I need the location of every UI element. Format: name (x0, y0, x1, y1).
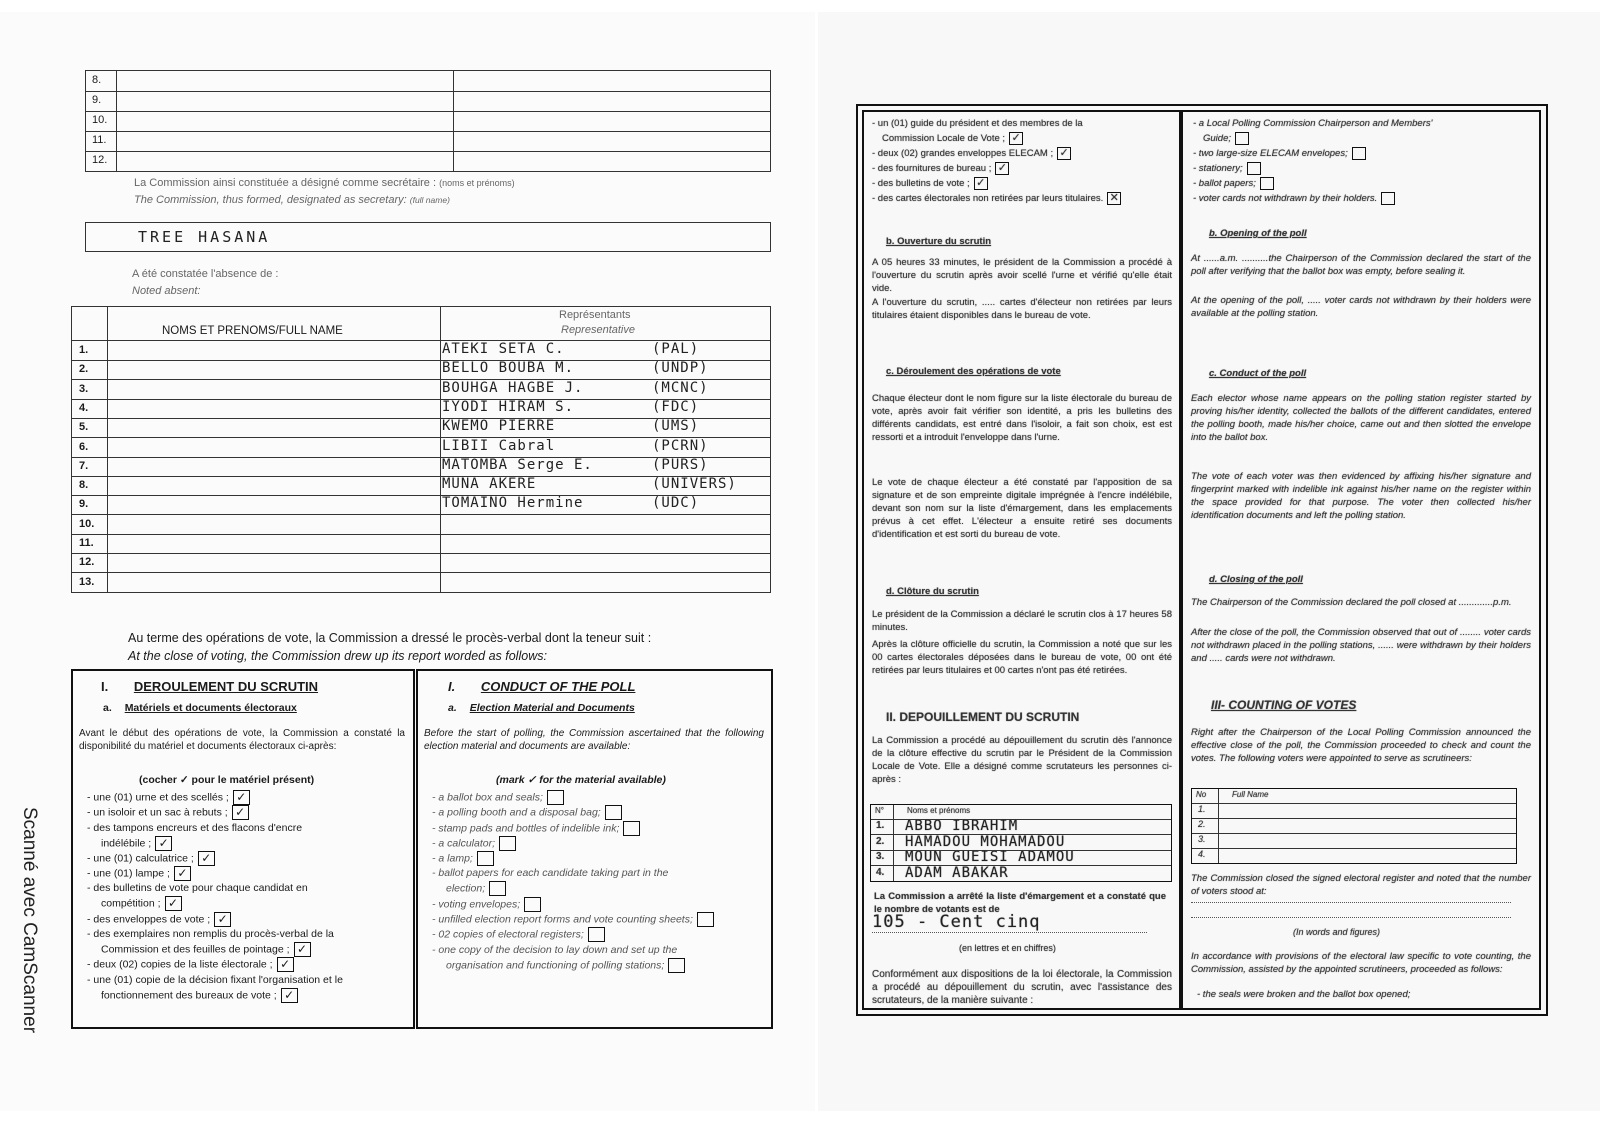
closing-para2-en: After the close of the poll, the Commission observed that out of ........ voter cards not withdrawn placed in the polling stations, ...... were withdrawn by their holders and ..... cards were not withdrawn. (1191, 627, 1531, 664)
representative-name: BOUHGA HAGBE J. (442, 379, 584, 396)
checkbox[interactable]: ✓ (233, 790, 250, 805)
row-number: 1. (79, 344, 89, 356)
col-header-name: NOMS ET PRENOMS/FULL NAME (162, 325, 343, 337)
representative-name: MATOMBA Serge E. (442, 456, 593, 473)
checkbox[interactable]: ✓ (974, 177, 988, 190)
closing-para2-fr: Après la clôture officielle du scrutin, la Commission a noté que sur les 00 cartes électorales déposées dans le bureau de vote, 00 ont été retirées par leurs titulaires et 00 cartes n'ont pas été retirées. (872, 639, 1172, 676)
table-row (72, 360, 770, 380)
item-label: - une (01) urne et des scellés ; (87, 791, 229, 804)
conduct-para2-fr: Le vote de chaque électeur a été constaté par l'apposition de sa signature et de son empreinte digitale imprégnée à l'encre indélébile, devant son nom sur la liste d'émargement, dans les emplacements prévus à cet effet. L'électeur a ensuite retiré ses documents d'identification et est sorti du bureau de vote. (872, 477, 1172, 540)
item-label: - 02 copies of electoral registers; (432, 928, 584, 941)
party-label: (UNIVERS) (652, 476, 737, 493)
secretary-name: TREE HASANA (138, 228, 271, 246)
item-label: - un (01) guide du président et des membres de la (872, 118, 1083, 129)
opening-para2-en: At the opening of the poll, ..... voter cards not withdrawn by their holders were available at the polling station. (1191, 295, 1531, 319)
party-label: (PAL) (652, 341, 700, 357)
table-row (72, 573, 770, 592)
en-column (1181, 110, 1541, 1010)
scrut-col-name: Noms et prénoms (907, 806, 971, 815)
representatives-table (71, 306, 771, 593)
row-number: 3. (79, 382, 89, 395)
item-label: compétition ; (101, 897, 161, 910)
item-label: - des exemplaires non remplis du procès-verbal de la (87, 927, 334, 940)
item-label: organisation and functioning of polling stations; (446, 958, 665, 971)
closing-counting-fr: Conformément aux dispositions de la loi électorale, la Commission a procédé au dépouillement du scrutin, avec l'assistance des scrutateurs, de la manière suivante : (872, 969, 1172, 1006)
representative-name: BELLO BOUBA M. (442, 360, 575, 377)
party-label: (UMS) (652, 418, 700, 435)
item-label: - ballot papers; (1193, 178, 1256, 189)
checkbox[interactable]: ✓ (155, 836, 172, 851)
checklist-item (1193, 116, 1533, 131)
party-label: (UDC) (652, 495, 700, 512)
checkbox[interactable] (524, 897, 541, 912)
row-number: 11. (92, 134, 107, 146)
counting-para-fr: La Commission a procédé au dépouillement du scrutin dès l'annonce de la clôture effective du scrutin par le Président de la Commission Locale de Vote. Elle a désigné comme scrutateurs les personnes ci-après : (872, 735, 1172, 785)
checklist-item (872, 131, 1172, 146)
opening-title-en: b. Opening of the poll (1209, 228, 1307, 239)
item-label: - des cartes électorales non retirées par leurs titulaires. (872, 193, 1104, 204)
table-row (1192, 848, 1516, 863)
absence-label-fr: A été constatée l'absence de : (132, 268, 279, 280)
row-number: 11. (79, 537, 94, 549)
counting-title-en: III- COUNTING OF VOTES (1211, 698, 1357, 712)
item-label: - voter cards not withdrawn by their holders. (1193, 193, 1378, 204)
counting-title-fr: II. DEPOUILLEMENT DU SCRUTIN (886, 710, 1080, 724)
voters-value: 105 - Cent cinq (872, 912, 1147, 933)
checkbox[interactable] (1260, 177, 1274, 190)
item-label: - stationery; (1193, 163, 1243, 174)
party-label: (FDC) (652, 398, 700, 415)
row-number: 1. (1198, 804, 1206, 814)
fr-intro: Avant le début des opérations de vote, la Commission a constaté la disponibilité du matériel et documents électoraux ci-après: (79, 728, 405, 752)
closing-para1-fr: Le président de la Commission a déclaré le scrutin clos à 17 heures 58 minutes. (872, 609, 1172, 633)
row-number: 9. (79, 498, 89, 511)
scrutineer-name: MOUN GUEISI ADAMOU (905, 849, 1075, 865)
checklist-item (432, 927, 766, 942)
item-label: - one copy of the decision to lay down and set up the (432, 943, 678, 956)
opening-para1-en: At ......a.m. ..........the Chairperson of the Commission declared the start of the poll after verifying that the ballot box was empty, before sealing it. (1191, 253, 1531, 277)
checklist-item (432, 836, 766, 851)
item-label: - unfilled election report forms and vote counting sheets; (432, 913, 693, 926)
secretary-note-en: (full name) (409, 195, 450, 205)
checkbox[interactable] (623, 821, 640, 836)
checklist-item (87, 836, 407, 851)
row-number: 13. (79, 575, 95, 588)
voters-note-fr: (en lettres et en chiffres) (959, 943, 1056, 953)
item-label: - stamp pads and bottles of indelible ink; (432, 821, 620, 834)
checkbox[interactable]: ✓ (294, 942, 311, 957)
checkbox[interactable]: ✓ (277, 957, 294, 972)
checklist-item (87, 988, 407, 1003)
voters-count-fr: La Commission a arrêté la liste d'émargement et a constaté que le nombre de votants est de (874, 891, 1166, 915)
item-label: - voting envelopes; (432, 897, 521, 910)
checklist-item (1193, 176, 1533, 191)
opening-para2-fr: A l'ouverture du scrutin, ..... cartes d'électeur non retirées par leurs titulaires étaient disponibles dans le bureau de vote. (872, 297, 1172, 321)
en-subtitle: Election Material and Documents (469, 702, 635, 714)
closing-title-en: d. Closing of the poll (1209, 574, 1303, 585)
checklist-item (1193, 161, 1533, 176)
item-label: Commission et des feuilles de pointage ; (101, 943, 290, 956)
item-label: indélébile ; (101, 836, 152, 849)
report-intro-fr: Au terme des opérations de vote, la Commission a dressé le procès-verbal dont la teneur suit : (128, 631, 652, 645)
checklist-item (87, 851, 407, 866)
checkbox[interactable] (1247, 162, 1261, 175)
table-row (72, 341, 770, 361)
left-page (0, 12, 815, 1111)
checkbox[interactable] (499, 836, 516, 851)
checklist-item (872, 176, 1172, 191)
right-outer-frame (856, 104, 1548, 1016)
checklist-item (432, 851, 766, 866)
checklist-item (432, 912, 766, 927)
party-label: (UNDP) (652, 360, 709, 377)
checklist-item (87, 881, 407, 896)
fr-column (862, 110, 1181, 1010)
col-header-rep-en: Representative (561, 324, 635, 336)
item-label: - a Local Polling Commission Chairperson and Members' (1193, 118, 1433, 129)
row-number: 4. (79, 401, 89, 414)
closing-para1-en: The Chairperson of the Commission declared the poll closed at .............p.m. (1191, 597, 1512, 608)
checklist-item (432, 958, 766, 973)
checklist-item (432, 881, 766, 896)
checkbox[interactable] (588, 927, 605, 942)
checkbox[interactable]: ✓ (198, 851, 215, 866)
checklist-item (87, 942, 407, 957)
checkbox[interactable]: ✓ (995, 162, 1009, 175)
checkbox[interactable] (605, 805, 622, 820)
accordance-para-en: In accordance with provisions of the electoral law specific to vote counting, the Commission, assisted by the appointed scrutineers, proceeded as follows: (1191, 951, 1531, 975)
item-label: - des enveloppes de vote ; (87, 912, 211, 925)
checkbox[interactable]: ✓ (1009, 132, 1023, 145)
checklist-item (432, 790, 766, 805)
voters-line-en-2 (1191, 917, 1511, 918)
item-label: - ballot papers for each candidate taking part in the (432, 867, 669, 880)
checklist-item (87, 912, 407, 927)
row-number: 4. (876, 866, 885, 878)
en-instruction: (mark ✓ for the material available) (496, 774, 666, 786)
item-label: - des tampons encreurs et des flacons d'encre (87, 821, 303, 834)
checklist-item (872, 161, 1172, 176)
representative-name: MUNA AKERE (442, 476, 537, 493)
checkbox[interactable] (477, 851, 494, 866)
table-row (72, 457, 770, 477)
checkbox[interactable]: ✓ (165, 896, 182, 911)
scrut-col-name-en: Full Name (1232, 790, 1269, 799)
secretary-label-en: The Commission, thus formed, designated as secretary: (full name) (134, 194, 450, 206)
checklist-item (1193, 131, 1533, 146)
table-row (72, 553, 770, 573)
item-label: - a ballot box and seals; (432, 791, 543, 804)
checklist-item (432, 943, 766, 958)
counting-para-en: Right after the Chairperson of the Local Polling Commission announced the effective close of the poll, the Commission proceeded to check and count the votes. The following voters were appointed to serve as scrutineers: (1191, 727, 1531, 764)
scrutineer-name: ADAM ABAKAR (905, 864, 1009, 881)
row-number: 4. (1198, 849, 1206, 859)
checklist-item (87, 805, 407, 820)
row-number: 5. (79, 421, 89, 434)
party-label: (PURS) (652, 456, 709, 473)
checkbox[interactable] (489, 881, 506, 896)
checklist-item (432, 897, 766, 912)
scrutineer-name: ABBO IBRAHIM (905, 818, 1019, 834)
checkbox[interactable]: ✓ (214, 912, 231, 927)
checklist-item (872, 191, 1172, 206)
row-number: 1. (876, 820, 885, 831)
row-number: 10. (92, 114, 108, 126)
table-row (72, 476, 770, 496)
row-number: 6. (79, 440, 89, 453)
item-label: - une (01) lampe ; (87, 867, 170, 880)
table-row (1192, 833, 1516, 849)
table-row (72, 380, 770, 400)
party-label: (PCRN) (652, 437, 709, 454)
checkbox[interactable] (668, 958, 685, 973)
row-number: 10. (79, 517, 95, 530)
col-header-rep-fr: Représentants (559, 309, 631, 321)
checklist-item (87, 866, 407, 881)
checklist-item (432, 805, 766, 820)
checklist-item (432, 866, 766, 881)
table-row (72, 418, 770, 438)
row-number: 2. (79, 363, 89, 376)
conduct-title-en: c. Conduct of the poll (1209, 368, 1307, 379)
checkbox[interactable] (697, 912, 714, 927)
checklist-item (87, 957, 407, 972)
seals-item-en: - the seals were broken and the ballot box opened; (1197, 989, 1411, 1000)
item-label: election; (446, 882, 486, 895)
item-label: - un isoloir et un sac à rebuts ; (87, 806, 228, 819)
en-section-title: CONDUCT OF THE POLL (480, 679, 636, 694)
row-number: 2. (876, 835, 885, 847)
scrutineers-table-en (1191, 788, 1517, 864)
representative-name: KWEMO PIERRE (442, 418, 556, 435)
scrut-col-no: N° (875, 806, 884, 815)
row-number: 8. (79, 479, 89, 492)
row-number: 3. (876, 851, 885, 862)
item-label: - une (01) calculatrice ; (87, 852, 194, 865)
opening-title-fr: b. Ouverture du scrutin (886, 236, 992, 247)
table-row (72, 495, 770, 515)
sub-letter: a. (103, 702, 112, 714)
secretary-name-field (85, 222, 771, 252)
table-row (72, 515, 770, 535)
table-row (72, 534, 770, 554)
fr-section-title: DEROULEMENT DU SCRUTIN (133, 679, 319, 694)
absence-label-en: Noted absent: (132, 285, 201, 297)
party-label: (MCNC) (652, 379, 709, 396)
item-label: - deux (02) copies de la liste électorale ; (87, 958, 273, 971)
closed-register-en: The Commission closed the signed electoral register and noted that the number of voters stood at: (1191, 873, 1531, 897)
secretary-note-fr: (noms et prénoms) (439, 178, 515, 188)
item-label: - des bulletins de vote ; (872, 178, 970, 189)
checklist-item (872, 116, 1172, 131)
item-label: - une (01) copie de la décision fixant l'organisation et le (87, 973, 343, 986)
checkbox[interactable] (1381, 192, 1395, 205)
fr-instruction: (cocher ✓ pour le matériel présent) (139, 774, 315, 786)
representative-name: TOMAINO Hermine (442, 495, 584, 512)
row-number: 3. (1198, 834, 1206, 844)
report-intro-en: At the close of voting, the Commission drew up its report worded as follows: (128, 649, 547, 663)
conduct-para1-fr: Chaque électeur dont le nom figure sur la liste électorale du bureau de vote, après avoir fait vérifier son identité, a pris les bulletins des différents candidats, est entré dans l'isoloir, a fait son choix, est est ressorti et a introduit l'enveloppe dans l'urne. (872, 393, 1172, 443)
checkbox[interactable] (1235, 132, 1249, 145)
representative-name: LIBII Cabral (442, 437, 556, 454)
checklist-item (872, 146, 1172, 161)
table-row (1192, 818, 1516, 834)
checklist-item (1193, 191, 1533, 206)
checkbox[interactable]: ✓ (174, 866, 191, 881)
row-number: 9. (92, 94, 102, 106)
representative-name: IYODI HIRAM S. (442, 398, 575, 415)
secretary-label-fr: La Commission ainsi constituée a désigné comme secrétaire : (noms et prénoms) (134, 177, 515, 189)
words-note-en: (In words and figures) (1293, 927, 1381, 937)
checklist-item (87, 896, 407, 911)
scrut-col-no-en: No (1196, 790, 1207, 799)
conduct-para1-en: Each elector whose name appears on the polling station register started by proving his/her identity, collected the ballots of the different candidates, entered the polling booth, made his/her choice, came out and then slotted the envelope into the ballot box. (1191, 393, 1531, 443)
opening-para1-fr: A 05 heures 33 minutes, le président de la Commission a procédé à l'ouverture du scrutin après avoir scellé l'urne et vérifié qu'elle était vide. (872, 257, 1172, 294)
item-label: - a polling booth and a disposal bag; (432, 806, 601, 819)
voters-line-en (1191, 902, 1511, 903)
checklist-item (1193, 146, 1533, 161)
scrutineers-table-fr (870, 804, 1172, 882)
right-page (818, 12, 1600, 1111)
section-numeral: I. (101, 679, 109, 694)
closing-title-fr: d. Clôture du scrutin (886, 586, 979, 597)
camscanner-watermark: Scanné avec CamScanner (19, 807, 40, 1034)
table-row (871, 866, 1171, 881)
sub-letter: a. (448, 702, 457, 714)
fr-subtitle: Matériels et documents électoraux (124, 702, 297, 714)
checklist-item (87, 973, 407, 988)
row-number: 12. (79, 556, 95, 569)
checklist-item (87, 927, 407, 942)
checkbox[interactable]: ✓ (281, 988, 298, 1003)
scrutineer-name: HAMADOU MOHAMADOU (905, 833, 1066, 850)
en-conduct-box (416, 669, 773, 1029)
table-row (72, 399, 770, 419)
conduct-para2-en: The vote of each voter was then evidenced by affixing his/her signature and fingerprint marked with indelible ink against his/her name on the register within the space provided for that purpose. The voter then collected his/her identification documents and left the polling station. (1191, 471, 1531, 521)
item-label: Commission Locale de Vote ; (882, 133, 1006, 144)
section-numeral: I. (448, 679, 456, 694)
row-number: 2. (1198, 819, 1206, 829)
fr-conduct-box (71, 669, 415, 1029)
table-row (1192, 803, 1516, 819)
row-number: 7. (79, 459, 89, 472)
checkbox[interactable]: ✕ (1107, 192, 1121, 205)
item-label: fonctionnement des bureaux de vote ; (101, 988, 277, 1001)
en-intro: Before the start of polling, the Commission ascertained that the following election material and documents are available: (424, 728, 764, 752)
table-row (72, 438, 770, 458)
checklist-item (432, 821, 766, 836)
checklist-item (87, 790, 407, 805)
item-label: - des bulletins de vote pour chaque candidat en (87, 882, 308, 895)
representative-name: ATEKI SETA C. (442, 341, 565, 357)
item-label: Guide; (1203, 133, 1231, 144)
conduct-title-fr: c. Déroulement des opérations de vote (886, 366, 1061, 377)
checklist-item (87, 821, 407, 836)
item-label: - des fournitures de bureau ; (872, 163, 992, 174)
item-label: - deux (02) grandes enveloppes ELECAM ; (872, 148, 1054, 159)
item-label: - two large-size ELECAM envelopes; (1193, 148, 1348, 159)
checkbox[interactable]: ✓ (1057, 147, 1071, 160)
checkbox[interactable] (547, 790, 564, 805)
checkbox[interactable] (1352, 147, 1366, 160)
item-label: - a lamp; (432, 852, 473, 865)
checkbox[interactable]: ✓ (232, 805, 249, 820)
row-number: 12. (92, 154, 108, 166)
row-number: 8. (92, 74, 102, 86)
item-label: - a calculator; (432, 837, 496, 850)
members-table-continued (85, 70, 771, 172)
